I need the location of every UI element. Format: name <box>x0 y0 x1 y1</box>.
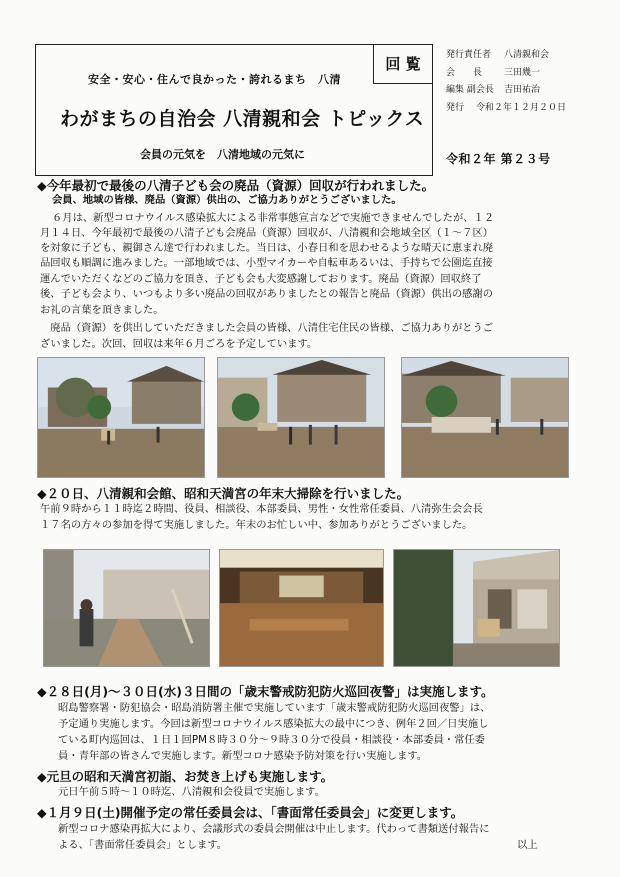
subtitle: 会員の元気を 八清地域の元気に <box>140 148 305 161</box>
photo-collection-3 <box>401 357 569 478</box>
colophon-row: 会 長 三田幾一 <box>446 67 541 78</box>
article1-line: ６月は、新型コロナウイルス感染拡大による非常事態宣言などで実施できませんでしたが、１２ <box>52 212 495 224</box>
article4-heading: ◆元旦の昭和天満宮初詣、お焚き上げも実施します。 <box>37 769 334 784</box>
article1-line: 品回収も順調に進みました。一部地域では、小型マイカーや自転車あるいは、手持ちで公園迄直接 <box>40 257 493 269</box>
article4-line: 元日午前５時～１０時迄、八清親和会役員で実施します。 <box>58 786 325 798</box>
article1-lead: 会員、地域の皆様、廃品（資源）供出の、ご協力ありがとうございました。 <box>52 194 402 206</box>
article3-line: 予定通り実施します。今回は新型コロナウイルス感染拡大の最中につき、例年２回／日実施し <box>58 718 489 730</box>
circulation-stamp: 回 覧 <box>373 44 433 84</box>
colophon-row: 編集 副会長 吉田祐治 <box>446 85 541 95</box>
photo-cleaning-2 <box>219 549 384 667</box>
article5-heading: ◆１月９日(土)開催予定の常任委員会は、「書面常任委員会」に変更します。 <box>37 805 464 820</box>
newsletter-title: わがまちの自治会 八清親和会 トピックス <box>60 108 425 130</box>
photo-collection-2 <box>217 357 385 478</box>
colophon <box>446 47 566 117</box>
photo-cleaning-1 <box>43 549 210 667</box>
article1-heading: ◆今年最初で最後の八清子ども会の廃品（資源）回収が行われました。 <box>37 178 435 193</box>
article3-line: 員・青年部の皆さんで実施します。新型コロナ感染予防対策を行い実施します。 <box>58 750 428 762</box>
photo-cleaning-3 <box>393 549 560 667</box>
article3-line: 昭島警察署・防犯協会・昭島消防署主催で実施しています「歳末警戒防犯防火巡回夜警」は、 <box>58 702 491 714</box>
issue-number: 令和２年 第２３号 <box>446 152 551 166</box>
article3-heading: ◆２８日(月)～３０日(水)３日間の「歳末警戒防犯防火巡回夜警」は実施します。 <box>37 684 494 699</box>
article2-line: 午前９時から１１時迄２時間、役員、相談役、本部委員、男性・女性常任委員、八清弥生会会長 <box>40 503 483 515</box>
article2-line: １７名の方々の参加を得て実施しました。年末のお忙しい中、参加ありがとうございました。 <box>40 519 473 531</box>
article1-line: 廃品（資源）を供出していただきました会員の皆様、八清住宅住民の皆様、ご協力ありがとうご <box>40 322 494 334</box>
colophon-row: 発行 令和２年１２月２０日 <box>446 102 567 113</box>
article1-line: 後、子ども会より、いつもより多い廃品の回収がありましたとの報告と廃品（資源）供出の感謝の <box>40 288 494 300</box>
article5-line: 新型コロナ感染再拡大により、会議形式の委員会開催は中止します。代わって書類送付報告に <box>58 823 490 835</box>
slogan: 安全・安心・住んで良かった・誇れるまち 八清 <box>88 73 341 86</box>
article1-line: お礼の言葉を頂きました。 <box>40 304 164 316</box>
article1-line: 運んでいただくなどのご協力を頂き、子ども会も大変感謝しております。廃品（資源）回収終了 <box>40 273 482 285</box>
article5-line: よる、「書面常任委員会」とします。 <box>58 839 228 851</box>
article1-line: ざいました。次回、回収は来年６月ごろを予定しています。 <box>40 338 318 350</box>
article1-line: を対象に子ども、親御さん達で行われました。当日は、小春日和を思わせるような晴天に恵まれ廃 <box>40 242 494 254</box>
article1-line: 月１４日、今年最初で最後の八清子ども会廃品（資源）回収が、八清親和会地域全区（１～７区） <box>40 227 494 239</box>
photo-collection-1 <box>37 357 205 478</box>
closing-mark: 以上 <box>517 839 538 851</box>
colophon-row: 発行責任者 八清親和会 <box>446 50 550 60</box>
article3-line: ている町内巡回は、１日１回PM８時３０分～９時３０分で役員・相談役・本部委員・常任委 <box>58 734 485 746</box>
article2-heading: ◆２０日、八清親和会館、昭和天満宮の年末大掃除を行いました。 <box>37 486 410 501</box>
